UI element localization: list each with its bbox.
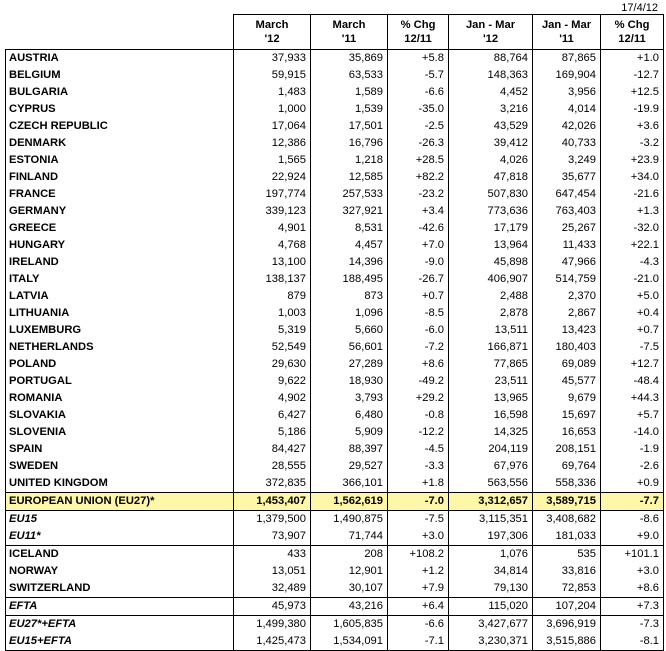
cell-value: -48.4 — [601, 373, 664, 390]
cell-value: 208,151 — [533, 441, 601, 458]
cell-value: 45,898 — [449, 254, 533, 271]
cell-value: -3.3 — [388, 458, 449, 475]
cell-value: +8.6 — [601, 580, 664, 598]
cell-value: -26.7 — [388, 271, 449, 288]
cell-value: 47,818 — [449, 169, 533, 186]
cell-value: 3,427,677 — [449, 616, 533, 634]
cell-value: -7.5 — [601, 339, 664, 356]
cell-value: 514,759 — [533, 271, 601, 288]
cell-value: +12.5 — [601, 84, 664, 101]
row-label: EU27*+EFTA — [6, 616, 234, 634]
cell-value: -19.9 — [601, 101, 664, 118]
cell-value: 13,051 — [234, 563, 311, 580]
cell-value: 5,660 — [311, 322, 388, 339]
cell-value: 35,677 — [533, 169, 601, 186]
country-row — [6, 305, 664, 322]
country-row — [6, 322, 664, 339]
cell-value: +22.1 — [601, 237, 664, 254]
row-label: BELGIUM — [6, 67, 234, 84]
cell-value: 188,495 — [311, 271, 388, 288]
cell-value: 27,289 — [311, 356, 388, 373]
cell-value: 1,490,875 — [311, 511, 388, 529]
row-label: FINLAND — [6, 169, 234, 186]
row-label: ROMANIA — [6, 390, 234, 407]
cell-value: -26.3 — [388, 135, 449, 152]
row-label: IRELAND — [6, 254, 234, 271]
country-row — [6, 407, 664, 424]
cell-value: +5.8 — [388, 50, 449, 68]
cell-value: 17,179 — [449, 220, 533, 237]
cell-value: 12,585 — [311, 169, 388, 186]
cell-value: 71,744 — [311, 528, 388, 546]
cell-value: 13,964 — [449, 237, 533, 254]
country-row — [6, 237, 664, 254]
cell-value: 33,816 — [533, 563, 601, 580]
col-header-march-11: March '11 — [311, 15, 388, 50]
row-label: GERMANY — [6, 203, 234, 220]
cell-value: 13,511 — [449, 322, 533, 339]
cell-value: 1,605,835 — [311, 616, 388, 634]
cell-value: 52,549 — [234, 339, 311, 356]
row-label: CYPRUS — [6, 101, 234, 118]
row-label: GREECE — [6, 220, 234, 237]
cell-value: 56,601 — [311, 339, 388, 356]
cell-value: 88,764 — [449, 50, 533, 68]
country-row — [6, 203, 664, 220]
cell-value: -2.6 — [601, 458, 664, 475]
cell-value: 14,396 — [311, 254, 388, 271]
cell-value: 4,452 — [449, 84, 533, 101]
cell-value: 763,403 — [533, 203, 601, 220]
cell-value: 204,119 — [449, 441, 533, 458]
cell-value: +23.9 — [601, 152, 664, 169]
cell-value: 4,901 — [234, 220, 311, 237]
cell-value: +0.7 — [388, 288, 449, 305]
cell-value: 28,555 — [234, 458, 311, 475]
cell-value: 115,020 — [449, 598, 533, 616]
col-header-pct-chg-month: % Chg 12/11 — [388, 15, 449, 50]
cell-value: 15,697 — [533, 407, 601, 424]
cell-value: 1,218 — [311, 152, 388, 169]
cell-value: -8.6 — [601, 511, 664, 529]
cell-value: -42.6 — [388, 220, 449, 237]
col-header-jan-mar-11: Jan - Mar '11 — [533, 15, 601, 50]
cell-value: +12.7 — [601, 356, 664, 373]
cell-value: 1,534,091 — [311, 633, 388, 651]
row-label: LATVIA — [6, 288, 234, 305]
eu27-total-row — [6, 493, 664, 511]
cell-value: +7.3 — [601, 598, 664, 616]
cell-value: +34.0 — [601, 169, 664, 186]
cell-value: 16,598 — [449, 407, 533, 424]
cell-value: -2.5 — [388, 118, 449, 135]
cell-value: +3.4 — [388, 203, 449, 220]
row-label: AUSTRIA — [6, 50, 234, 68]
cell-value: 6,427 — [234, 407, 311, 424]
cell-value: 1,003 — [234, 305, 311, 322]
cell-value: 406,907 — [449, 271, 533, 288]
country-row — [6, 390, 664, 407]
country-row — [6, 458, 664, 475]
header-blank — [6, 15, 234, 50]
cell-value: 16,653 — [533, 424, 601, 441]
cell-value: 3,956 — [533, 84, 601, 101]
row-label: LITHUANIA — [6, 305, 234, 322]
country-row — [6, 50, 664, 68]
cell-value: 4,902 — [234, 390, 311, 407]
cell-value: 40,733 — [533, 135, 601, 152]
row-label: PORTUGAL — [6, 373, 234, 390]
eu11-row — [6, 528, 664, 546]
efta-total-row — [6, 598, 664, 616]
cell-value: 507,830 — [449, 186, 533, 203]
cell-value: -5.7 — [388, 67, 449, 84]
cell-value: +1.0 — [601, 50, 664, 68]
cell-value: +44.3 — [601, 390, 664, 407]
cell-value: -7.7 — [601, 493, 664, 511]
efta-country-row — [6, 580, 664, 598]
cell-value: 197,774 — [234, 186, 311, 203]
row-label: EU15+EFTA — [6, 633, 234, 651]
cell-value: 4,457 — [311, 237, 388, 254]
cell-value: 88,397 — [311, 441, 388, 458]
row-label: EU15 — [6, 511, 234, 529]
cell-value: 2,878 — [449, 305, 533, 322]
row-label: SLOVENIA — [6, 424, 234, 441]
cell-value: 3,312,657 — [449, 493, 533, 511]
cell-value: 13,423 — [533, 322, 601, 339]
country-row — [6, 101, 664, 118]
cell-value: +101.1 — [601, 546, 664, 564]
cell-value: 73,907 — [234, 528, 311, 546]
cell-value: -9.0 — [388, 254, 449, 271]
cell-value: +28.5 — [388, 152, 449, 169]
cell-value: +1.8 — [388, 475, 449, 493]
row-label: NETHERLANDS — [6, 339, 234, 356]
row-label: NORWAY — [6, 563, 234, 580]
cell-value: -21.6 — [601, 186, 664, 203]
cell-value: 17,501 — [311, 118, 388, 135]
row-label: POLAND — [6, 356, 234, 373]
cell-value: 366,101 — [311, 475, 388, 493]
cell-value: -6.0 — [388, 322, 449, 339]
cell-value: 35,869 — [311, 50, 388, 68]
row-label: SWEDEN — [6, 458, 234, 475]
country-row — [6, 424, 664, 441]
cell-value: 69,764 — [533, 458, 601, 475]
cell-value: 773,636 — [449, 203, 533, 220]
cell-value: 39,412 — [449, 135, 533, 152]
cell-value: +29.2 — [388, 390, 449, 407]
cell-value: -7.2 — [388, 339, 449, 356]
cell-value: 3,793 — [311, 390, 388, 407]
cell-value: 148,363 — [449, 67, 533, 84]
cell-value: -23.2 — [388, 186, 449, 203]
cell-value: +1.3 — [601, 203, 664, 220]
row-label: SLOVAKIA — [6, 407, 234, 424]
country-row — [6, 135, 664, 152]
cell-value: 87,865 — [533, 50, 601, 68]
cell-value: 6,480 — [311, 407, 388, 424]
cell-value: -7.0 — [388, 493, 449, 511]
cell-value: 72,853 — [533, 580, 601, 598]
row-label: SPAIN — [6, 441, 234, 458]
row-label: ESTONIA — [6, 152, 234, 169]
cell-value: +1.2 — [388, 563, 449, 580]
cell-value: +3.0 — [601, 563, 664, 580]
eu27-efta-row — [6, 616, 664, 634]
cell-value: 17,064 — [234, 118, 311, 135]
cell-value: 1,076 — [449, 546, 533, 564]
cell-value: 1,483 — [234, 84, 311, 101]
country-row — [6, 373, 664, 390]
country-row — [6, 118, 664, 135]
cell-value: 45,577 — [533, 373, 601, 390]
cell-value: 181,033 — [533, 528, 601, 546]
col-header-pct-chg-ytd: % Chg 12/11 — [601, 15, 664, 50]
row-label: LUXEMBURG — [6, 322, 234, 339]
registrations-table — [5, 14, 664, 651]
row-label: CZECH REPUBLIC — [6, 118, 234, 135]
col-header-march-12: March '12 — [234, 15, 311, 50]
cell-value: 879 — [234, 288, 311, 305]
cell-value: 535 — [533, 546, 601, 564]
cell-value: 3,696,919 — [533, 616, 601, 634]
cell-value: -7.3 — [601, 616, 664, 634]
cell-value: 1,499,380 — [234, 616, 311, 634]
cell-value: 12,386 — [234, 135, 311, 152]
cell-value: 2,370 — [533, 288, 601, 305]
row-label: BULGARIA — [6, 84, 234, 101]
cell-value: +7.9 — [388, 580, 449, 598]
cell-value: 558,336 — [533, 475, 601, 493]
eu15-row — [6, 511, 664, 529]
cell-value: 4,026 — [449, 152, 533, 169]
cell-value: -3.2 — [601, 135, 664, 152]
country-row — [6, 271, 664, 288]
cell-value: +6.4 — [388, 598, 449, 616]
cell-value: +5.7 — [601, 407, 664, 424]
country-row — [6, 84, 664, 101]
cell-value: 84,427 — [234, 441, 311, 458]
cell-value: 9,679 — [533, 390, 601, 407]
cell-value: 79,130 — [449, 580, 533, 598]
cell-value: -7.5 — [388, 511, 449, 529]
cell-value: 30,107 — [311, 580, 388, 598]
efta-country-row — [6, 546, 664, 564]
cell-value: 23,511 — [449, 373, 533, 390]
cell-value: 37,933 — [234, 50, 311, 68]
cell-value: 1,096 — [311, 305, 388, 322]
cell-value: 3,216 — [449, 101, 533, 118]
row-label: SWITZERLAND — [6, 580, 234, 598]
cell-value: 8,531 — [311, 220, 388, 237]
cell-value: 13,965 — [449, 390, 533, 407]
cell-value: +0.4 — [601, 305, 664, 322]
cell-value: 3,115,351 — [449, 511, 533, 529]
cell-value: +9.0 — [601, 528, 664, 546]
row-label: FRANCE — [6, 186, 234, 203]
cell-value: 18,930 — [311, 373, 388, 390]
cell-value: 372,835 — [234, 475, 311, 493]
cell-value: 4,768 — [234, 237, 311, 254]
cell-value: 3,515,886 — [533, 633, 601, 651]
cell-value: +82.2 — [388, 169, 449, 186]
cell-value: 5,186 — [234, 424, 311, 441]
cell-value: 11,433 — [533, 237, 601, 254]
header-row — [6, 15, 664, 50]
cell-value: 14,325 — [449, 424, 533, 441]
cell-value: -14.0 — [601, 424, 664, 441]
cell-value: 5,909 — [311, 424, 388, 441]
cell-value: 34,814 — [449, 563, 533, 580]
cell-value: 107,204 — [533, 598, 601, 616]
country-row — [6, 441, 664, 458]
cell-value: -4.3 — [601, 254, 664, 271]
cell-value: 339,123 — [234, 203, 311, 220]
cell-value: -6.6 — [388, 84, 449, 101]
cell-value: +7.0 — [388, 237, 449, 254]
cell-value: +0.7 — [601, 322, 664, 339]
cell-value: 2,867 — [533, 305, 601, 322]
cell-value: 647,454 — [533, 186, 601, 203]
report-date: 17/4/12 — [621, 2, 658, 14]
cell-value: +0.9 — [601, 475, 664, 493]
row-label: ICELAND — [6, 546, 234, 564]
cell-value: 67,976 — [449, 458, 533, 475]
cell-value: -12.2 — [388, 424, 449, 441]
cell-value: 3,589,715 — [533, 493, 601, 511]
row-label: EU11* — [6, 528, 234, 546]
cell-value: 25,267 — [533, 220, 601, 237]
cell-value: -32.0 — [601, 220, 664, 237]
cell-value: 1,565 — [234, 152, 311, 169]
cell-value: 45,973 — [234, 598, 311, 616]
cell-value: 43,529 — [449, 118, 533, 135]
country-row — [6, 67, 664, 84]
cell-value: 180,403 — [533, 339, 601, 356]
cell-value: 1,000 — [234, 101, 311, 118]
cell-value: 32,489 — [234, 580, 311, 598]
col-header-jan-mar-12: Jan - Mar '12 — [449, 15, 533, 50]
cell-value: -8.1 — [601, 633, 664, 651]
cell-value: 327,921 — [311, 203, 388, 220]
cell-value: 1,453,407 — [234, 493, 311, 511]
cell-value: 1,562,619 — [311, 493, 388, 511]
cell-value: -12.7 — [601, 67, 664, 84]
cell-value: 13,100 — [234, 254, 311, 271]
cell-value: 1,539 — [311, 101, 388, 118]
cell-value: -21.0 — [601, 271, 664, 288]
cell-value: +3.6 — [601, 118, 664, 135]
country-row — [6, 254, 664, 271]
row-label: EFTA — [6, 598, 234, 616]
cell-value: 3,249 — [533, 152, 601, 169]
country-row — [6, 220, 664, 237]
cell-value: 16,796 — [311, 135, 388, 152]
cell-value: -4.5 — [388, 441, 449, 458]
cell-value: 63,533 — [311, 67, 388, 84]
country-row — [6, 288, 664, 305]
country-row — [6, 475, 664, 493]
cell-value: -35.0 — [388, 101, 449, 118]
cell-value: 4,014 — [533, 101, 601, 118]
cell-value: 873 — [311, 288, 388, 305]
row-label: ITALY — [6, 271, 234, 288]
country-row — [6, 186, 664, 203]
cell-value: 22,924 — [234, 169, 311, 186]
cell-value: +8.6 — [388, 356, 449, 373]
cell-value: -7.1 — [388, 633, 449, 651]
eu15-efta-row — [6, 633, 664, 651]
cell-value: -0.8 — [388, 407, 449, 424]
country-row — [6, 339, 664, 356]
cell-value: 43,216 — [311, 598, 388, 616]
cell-value: 1,589 — [311, 84, 388, 101]
cell-value: 257,533 — [311, 186, 388, 203]
cell-value: 169,904 — [533, 67, 601, 84]
cell-value: 9,622 — [234, 373, 311, 390]
row-label: UNITED KINGDOM — [6, 475, 234, 493]
cell-value: -6.6 — [388, 616, 449, 634]
cell-value: 433 — [234, 546, 311, 564]
cell-value: 208 — [311, 546, 388, 564]
cell-value: -8.5 — [388, 305, 449, 322]
cell-value: 3,230,371 — [449, 633, 533, 651]
cell-value: 138,137 — [234, 271, 311, 288]
cell-value: 29,630 — [234, 356, 311, 373]
cell-value: -49.2 — [388, 373, 449, 390]
cell-value: 1,425,473 — [234, 633, 311, 651]
cell-value: 69,089 — [533, 356, 601, 373]
cell-value: 12,901 — [311, 563, 388, 580]
row-label: DENMARK — [6, 135, 234, 152]
cell-value: 47,966 — [533, 254, 601, 271]
cell-value: +3.0 — [388, 528, 449, 546]
cell-value: 563,556 — [449, 475, 533, 493]
cell-value: -1.9 — [601, 441, 664, 458]
cell-value: 1,379,500 — [234, 511, 311, 529]
efta-country-row — [6, 563, 664, 580]
cell-value: 29,527 — [311, 458, 388, 475]
cell-value: 59,915 — [234, 67, 311, 84]
country-row — [6, 356, 664, 373]
cell-value: 2,488 — [449, 288, 533, 305]
country-row — [6, 152, 664, 169]
cell-value: 166,871 — [449, 339, 533, 356]
cell-value: 77,865 — [449, 356, 533, 373]
cell-value: +5.0 — [601, 288, 664, 305]
row-label: EUROPEAN UNION (EU27)* — [6, 493, 234, 511]
row-label: HUNGARY — [6, 237, 234, 254]
cell-value: 5,319 — [234, 322, 311, 339]
cell-value: 3,408,682 — [533, 511, 601, 529]
cell-value: 42,026 — [533, 118, 601, 135]
cell-value: +108.2 — [388, 546, 449, 564]
country-row — [6, 169, 664, 186]
cell-value: 197,306 — [449, 528, 533, 546]
